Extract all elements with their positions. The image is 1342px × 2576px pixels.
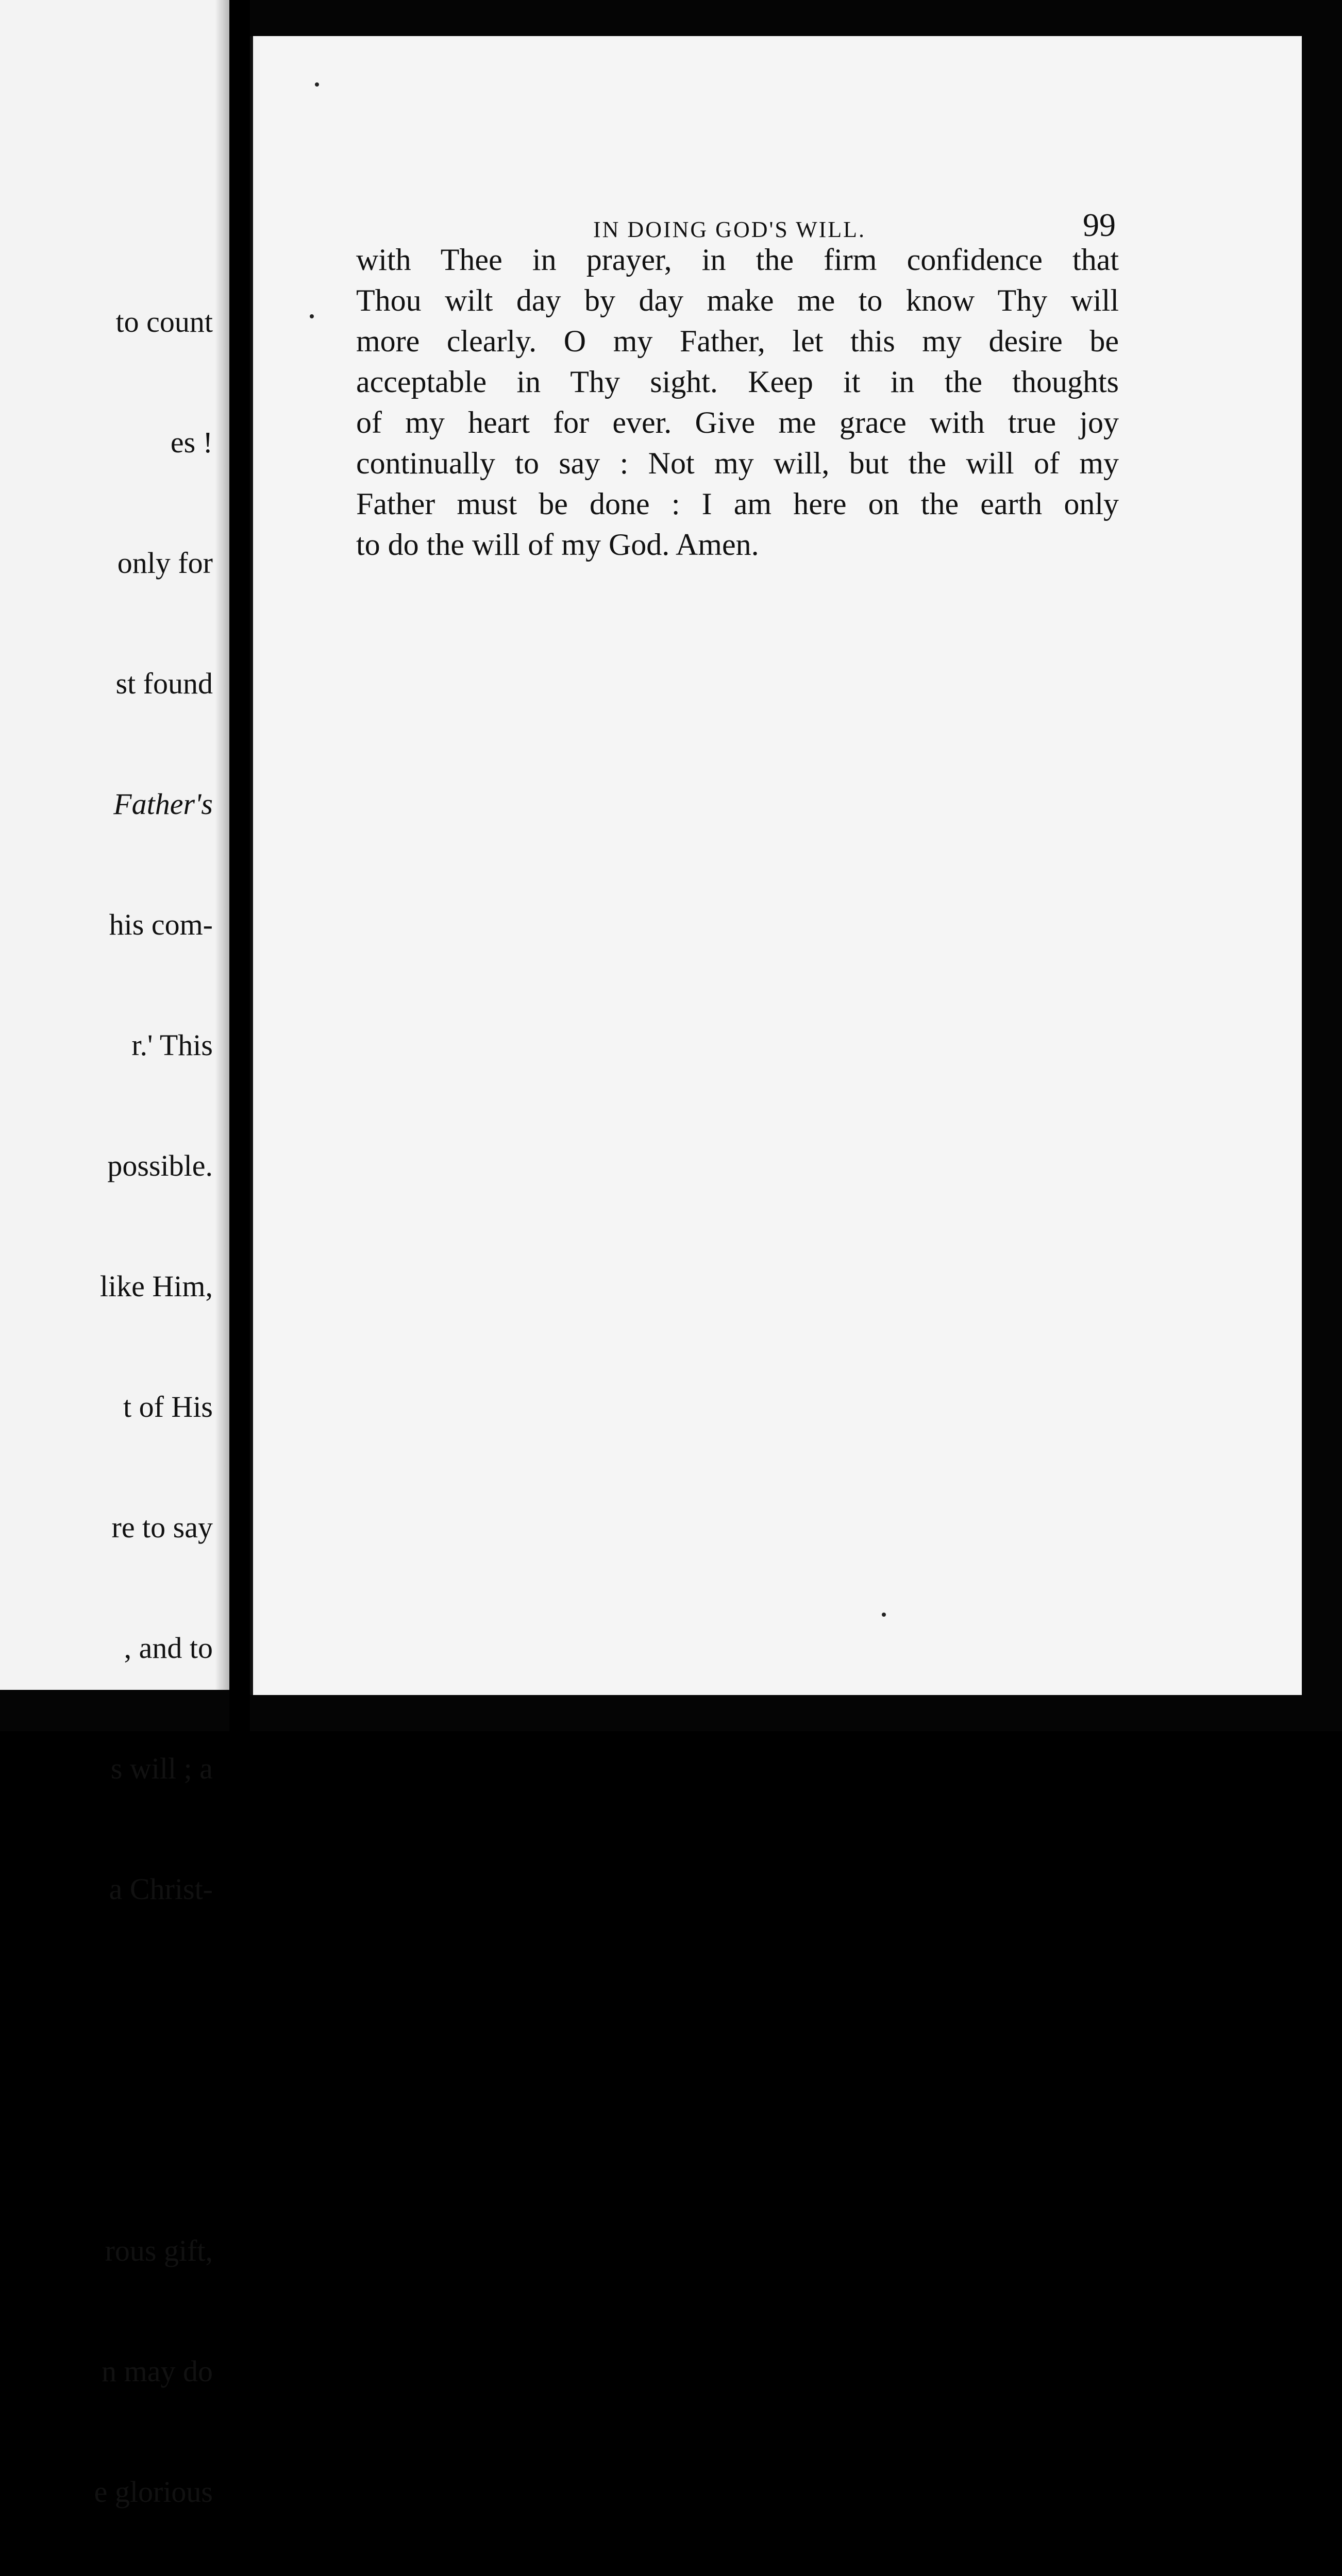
book-gutter <box>229 0 250 1731</box>
current-page <box>250 36 1302 1695</box>
left-line: to count <box>115 305 213 338</box>
left-line <box>87 1990 213 2030</box>
left-line: es ! <box>170 426 213 459</box>
text-line: Father must be done : I am here on the earth only <box>356 487 1119 521</box>
spine-shadow <box>215 0 229 1690</box>
previous-page-fragment <box>0 0 229 2509</box>
left-line: a Christ- <box>109 1872 213 1906</box>
left-line <box>87 2110 213 2150</box>
left-line: e glorious <box>94 2475 213 2509</box>
text-line: with Thee in prayer, in the firm confidence that <box>356 243 1119 277</box>
text-line: continually to say : Not my will, but the will of my <box>356 446 1119 480</box>
left-line: only for <box>117 546 213 580</box>
left-line: re to say <box>111 1511 213 1544</box>
left-line: s will ; a <box>110 1752 213 1785</box>
left-line: st found <box>115 667 213 700</box>
text-line: of my heart for ever. Give me grace with true joy <box>356 405 1119 439</box>
scan-speck <box>310 314 314 318</box>
text-line: to do the will of my God. Amen. <box>356 528 759 562</box>
left-line: like Him, <box>99 1269 213 1303</box>
left-line: rous gift, <box>105 2234 213 2267</box>
text-line: more clearly. O my Father, let this my desire be <box>356 324 1119 358</box>
left-line: r.' This <box>131 1028 213 1062</box>
left-line: n may do <box>102 2354 213 2388</box>
left-line: possible. <box>107 1149 213 1182</box>
text-line: acceptable in Thy sight. Keep it in the thoughts <box>356 365 1119 399</box>
scan-speck <box>315 82 319 87</box>
left-line: t of His <box>123 1390 213 1423</box>
text-line: Thou wilt day by day make me to know Thy will <box>356 283 1119 317</box>
left-line: , and to <box>124 1631 213 1665</box>
running-title: IN DOING GOD'S WILL. <box>593 217 866 242</box>
left-line: Father's <box>113 787 213 821</box>
page-number: 99 <box>1083 207 1116 243</box>
previous-page-text <box>87 222 213 2576</box>
scan-speck <box>882 1613 886 1617</box>
left-line: his com- <box>109 908 213 941</box>
body-paragraph <box>356 240 1119 565</box>
